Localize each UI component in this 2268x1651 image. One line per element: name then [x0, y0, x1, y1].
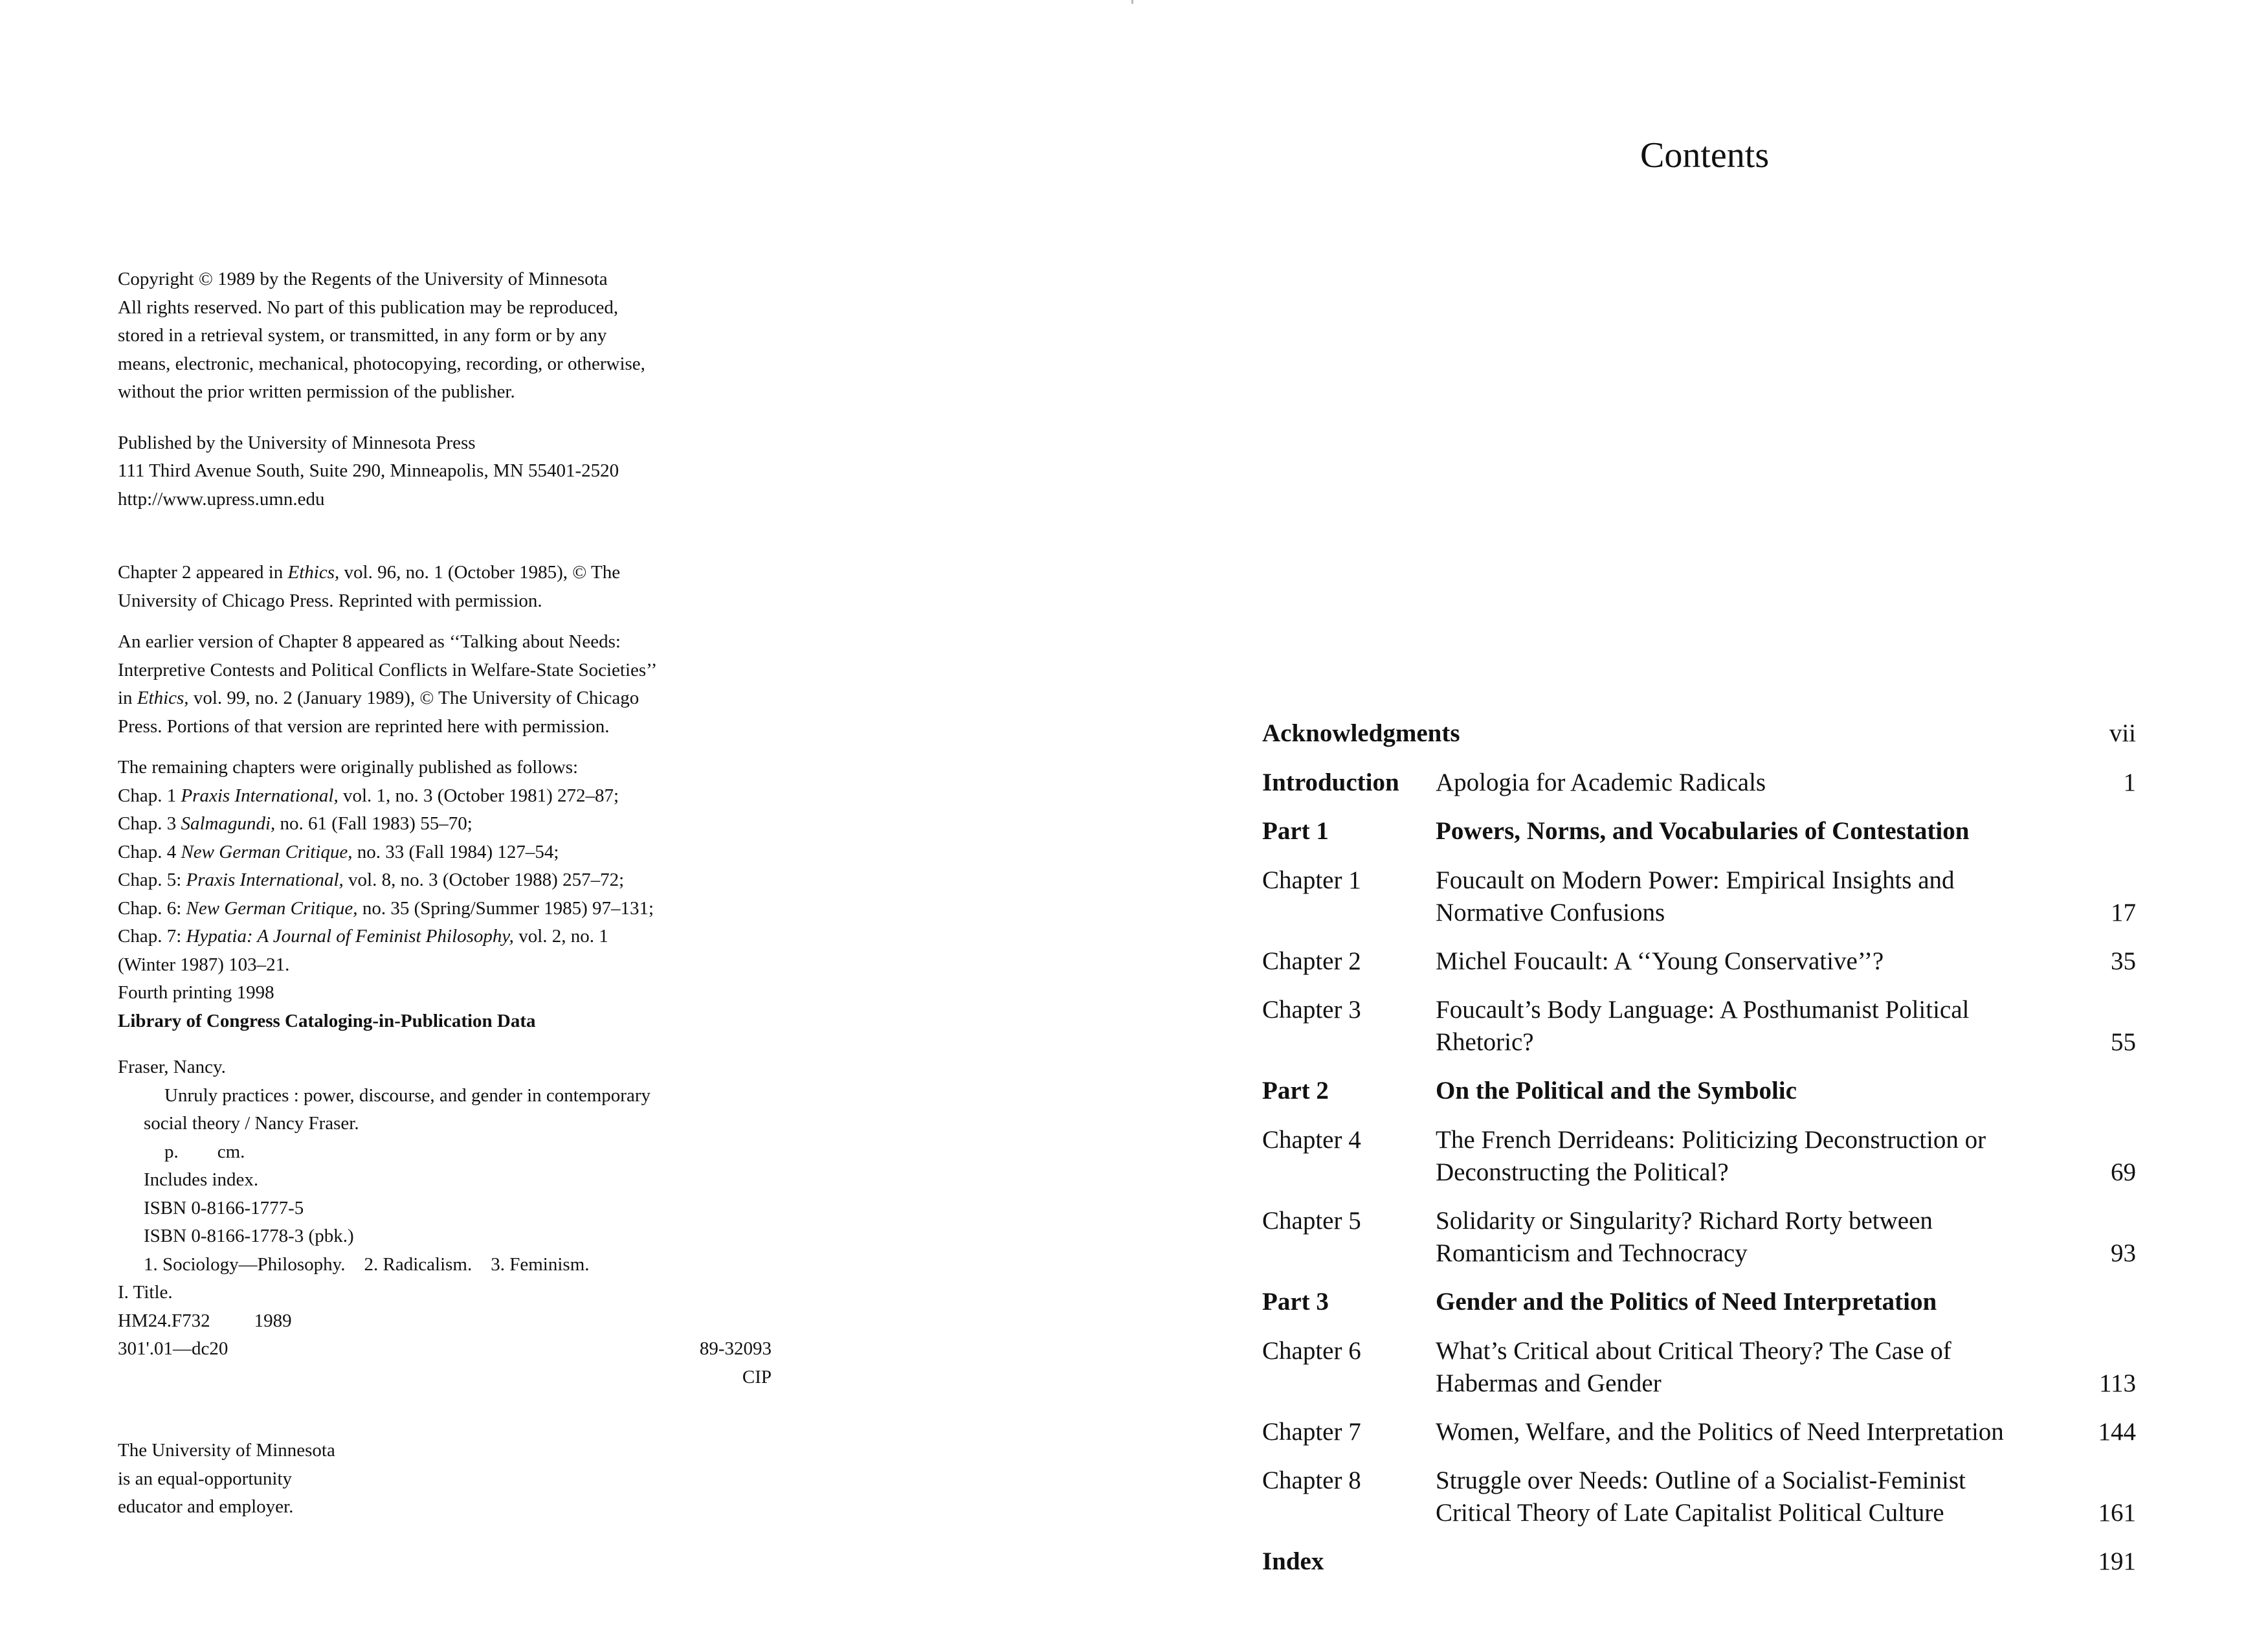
toc-entry-title-line: Apologia for Academic Radicals — [1436, 769, 1766, 796]
copyright-line: without the prior written permission of the publisher. — [118, 381, 515, 402]
toc-entry-title-line: Gender and the Politics of Need Interpretation — [1436, 1288, 1937, 1316]
copyright-line: stored in a retrieval system, or transmitted, in any form or by any — [118, 325, 607, 346]
cip-isbn: ISBN 0-8166-1778-3 (pbk.) — [144, 1226, 354, 1246]
note-text: vol. 99, no. 2 (January 1989), © The University of Chicago — [188, 688, 639, 708]
toc-entry-title-line: Women, Welfare, and the Politics of Need Interpretation — [1436, 1418, 2004, 1446]
toc-entry-page-number: 69 — [2111, 1158, 2136, 1186]
toc-entry-page-number: 191 — [2098, 1547, 2136, 1575]
toc-entry-page-number: vii — [2109, 719, 2136, 747]
toc-entry-page-number: 35 — [2111, 947, 2136, 975]
toc-entry — [1262, 1124, 2136, 1189]
toc-entry-title-line: Solidarity or Singularity? Richard Rorty between — [1436, 1207, 1933, 1235]
toc-entry-title-line: Deconstructing the Political? — [1436, 1158, 1729, 1186]
toc-entry-title — [1436, 1465, 2065, 1529]
toc-entry-title — [1436, 1075, 2065, 1107]
original-publication-list — [118, 754, 791, 1035]
toc-entry-label: Chapter 2 — [1262, 947, 1361, 975]
eeo-line: is an equal-opportunity — [118, 1468, 293, 1489]
journal-name: Hypatia: A Journal of Feminist Philosophy, — [186, 926, 514, 947]
publication-entry — [118, 810, 791, 838]
toc-entry — [1262, 945, 2136, 978]
cip-author: Fraser, Nancy. — [118, 1057, 226, 1077]
toc-entry — [1262, 767, 2136, 799]
toc-entry-title-line: Powers, Norms, and Vocabularies of Contestation — [1436, 817, 1970, 845]
copyright-text-block — [118, 265, 791, 1522]
toc-entry-title — [1436, 1416, 2065, 1448]
cip-subjects: 1. Sociology—Philosophy. 2. Radicalism. 3. Feminism. — [144, 1253, 590, 1275]
chap-ref: Chap. 5: — [118, 870, 186, 890]
cip-pagination — [118, 1138, 791, 1167]
journal-name: Praxis International, — [186, 870, 344, 890]
copyright-notice — [118, 265, 791, 407]
toc-entry-label: Introduction — [1262, 769, 1399, 796]
pub-detail: no. 33 (Fall 1984) 127–54; — [352, 841, 559, 862]
toc-entry-title-line: Foucault on Modern Power: Empirical Insights and — [1436, 866, 1955, 894]
cip-isbn: ISBN 0-8166-1777-5 — [144, 1197, 304, 1219]
toc-entry-page-number: 17 — [2111, 899, 2136, 927]
cip-p: p. — [164, 1141, 179, 1162]
chap-ref: Chap. 6: — [118, 897, 186, 919]
toc-entry-label: Chapter 4 — [1262, 1126, 1361, 1154]
toc-entry-label: Chapter 3 — [1262, 996, 1361, 1024]
publication-entry-continuation: (Winter 1987) 103–21. — [118, 954, 290, 975]
cip-dewey-row — [118, 1335, 772, 1391]
page-title: Contents — [1640, 135, 1770, 175]
cip-label: CIP — [742, 1366, 772, 1387]
cip-record — [118, 1053, 791, 1391]
toc-entry-page-number: 161 — [2098, 1499, 2136, 1527]
pub-detail: vol. 2, no. 1 — [513, 926, 608, 947]
toc-entry-title-line: What’s Critical about Critical Theory? The Case of — [1436, 1337, 1951, 1365]
chap-ref: Chap. 4 — [118, 841, 181, 862]
eeo-line: The University of Minnesota — [118, 1440, 335, 1461]
cip-title: Unruly practices : power, discourse, and gender in contemporary — [164, 1084, 650, 1106]
cip-title: social theory / Nancy Fraser. — [144, 1113, 359, 1134]
toc-entry — [1262, 1205, 2136, 1270]
cip-index-note: Includes index. — [144, 1169, 259, 1190]
toc-entry-title — [1436, 1205, 2065, 1270]
toc-entry-label: Chapter 1 — [1262, 866, 1361, 894]
publisher-address: 111 Third Avenue South, Suite 290, Minneapolis, MN 55401-2520 — [118, 460, 619, 481]
toc-entry-title-line: Normative Confusions — [1436, 899, 1665, 927]
table-of-contents — [1262, 717, 2136, 1578]
copyright-line: All rights reserved. No part of this publication may be reproduced, — [118, 297, 619, 318]
toc-entry — [1262, 1465, 2136, 1529]
publication-entry — [118, 895, 791, 923]
chapter2-permission-note — [118, 559, 791, 615]
publication-entry — [118, 782, 791, 811]
chapter8-permission-note — [118, 628, 791, 741]
journal-name: Ethics, — [137, 688, 189, 708]
journal-name: Praxis International, — [181, 785, 339, 806]
note-text: vol. 96, no. 1 (October 1985), © The — [339, 562, 621, 583]
publisher-url: http://www.upress.umn.edu — [118, 488, 325, 510]
note-text: in — [118, 688, 137, 708]
cip-cm: cm. — [217, 1141, 245, 1162]
journal-name: New German Critique, — [186, 897, 358, 919]
cip-dewey: 301'.01—dc20 — [118, 1338, 228, 1359]
toc-entry-page-number: 144 — [2098, 1418, 2136, 1446]
toc-entry-title-line: The French Derrideans: Politicizing Deconstruction or — [1436, 1126, 1986, 1154]
cip-callno: HM24.F732 — [118, 1310, 210, 1331]
pub-detail: vol. 8, no. 3 (October 1988) 257–72; — [343, 870, 625, 890]
publication-list-intro: The remaining chapters were originally published as follows: — [118, 757, 579, 778]
cip-lccn-block — [700, 1335, 772, 1391]
journal-name: Salmagundi, — [181, 813, 276, 834]
publisher-info — [118, 429, 791, 514]
toc-entry-title — [1436, 1286, 2065, 1318]
publication-entry — [118, 866, 791, 895]
cip-lccn: 89-32093 — [699, 1338, 772, 1359]
cip-title-entry: I. Title. — [118, 1282, 173, 1303]
pub-detail: no. 35 (Spring/Summer 1985) 97–131; — [357, 897, 654, 919]
toc-entry-title-line: Michel Foucault: A ‘‘Young Conservative’’? — [1436, 947, 1884, 975]
toc-entry-title-line: On the Political and the Symbolic — [1436, 1077, 1797, 1105]
toc-entry-title — [1436, 994, 2065, 1059]
toc-entry-title-line: Struggle over Needs: Outline of a Socialist-Feminist — [1436, 1466, 1966, 1494]
toc-entry-label: Chapter 5 — [1262, 1207, 1361, 1235]
chap-ref: Chap. 1 — [118, 785, 181, 806]
eeo-line: educator and employer. — [118, 1496, 294, 1517]
toc-entry — [1262, 994, 2136, 1059]
toc-entry — [1262, 815, 2136, 848]
toc-entry-label: Index — [1262, 1547, 1324, 1575]
note-line — [118, 559, 791, 587]
toc-entry-title — [1436, 1335, 2065, 1400]
toc-entry — [1262, 1416, 2136, 1448]
toc-entry-title — [1436, 864, 2065, 929]
chap-ref: Chap. 7: — [118, 926, 186, 947]
eeo-statement — [118, 1437, 791, 1522]
toc-entry-label: Acknowledgments — [1262, 719, 1460, 747]
cip-callno-row — [118, 1307, 791, 1336]
toc-entry-label: Chapter 6 — [1262, 1337, 1361, 1365]
toc-entry-title — [1436, 767, 2065, 799]
toc-entry-page-number: 1 — [2123, 769, 2136, 796]
publication-entry — [118, 838, 791, 867]
toc-entry — [1262, 1545, 2136, 1578]
chap-ref: Chap. 3 — [118, 813, 181, 834]
toc-entry-page-number: 93 — [2111, 1239, 2136, 1267]
journal-name: New German Critique, — [181, 841, 353, 862]
toc-entry-title-line: Critical Theory of Late Capitalist Political Culture — [1436, 1499, 1944, 1527]
toc-entry-title-line: Romanticism and Technocracy — [1436, 1239, 1748, 1267]
toc-entry-label: Part 2 — [1262, 1077, 1329, 1105]
publisher-line: Published by the University of Minnesota Press — [118, 432, 476, 453]
journal-name: Ethics, — [287, 562, 340, 583]
toc-entry — [1262, 864, 2136, 929]
note-line: Press. Portions of that version are reprinted here with permission. — [118, 715, 610, 737]
copyright-line: means, electronic, mechanical, photocopying, recording, or otherwise, — [118, 353, 645, 374]
toc-entry-title-line: Foucault’s Body Language: A Posthumanist Political — [1436, 996, 1970, 1024]
toc-entry-title-line: Habermas and Gender — [1436, 1369, 1662, 1397]
note-line — [118, 684, 791, 713]
gutter-mark — [1131, 0, 1133, 4]
toc-entry-label: Part 1 — [1262, 817, 1329, 845]
cip-year: 1989 — [254, 1310, 292, 1331]
toc-entry — [1262, 1335, 2136, 1400]
toc-entry-title — [1436, 1124, 2065, 1189]
toc-entry-label: Chapter 8 — [1262, 1466, 1361, 1494]
note-line: University of Chicago Press. Reprinted with permission. — [118, 590, 542, 611]
toc-entry-page-number: 55 — [2111, 1028, 2136, 1056]
toc-entry — [1262, 1286, 2136, 1318]
toc-entry — [1262, 717, 2136, 750]
pub-detail: vol. 1, no. 3 (October 1981) 272–87; — [338, 785, 619, 806]
toc-entry — [1262, 1075, 2136, 1107]
toc-entry-title — [1436, 945, 2065, 978]
pub-detail: no. 61 (Fall 1983) 55–70; — [275, 813, 472, 834]
lc-cip-heading: Library of Congress Cataloging-in-Publication Data — [118, 1010, 536, 1031]
note-line: An earlier version of Chapter 8 appeared as ‘‘Talking about Needs: — [118, 631, 621, 652]
note-text: Chapter 2 appeared in — [118, 562, 288, 583]
toc-entry-page-number: 113 — [2098, 1369, 2136, 1397]
toc-entry-title — [1436, 815, 2065, 848]
toc-entry-label: Chapter 7 — [1262, 1418, 1361, 1446]
toc-entry-label: Part 3 — [1262, 1288, 1329, 1316]
printing-note: Fourth printing 1998 — [118, 982, 274, 1003]
toc-entry-title-line: Rhetoric? — [1436, 1028, 1534, 1056]
copyright-line: Copyright © 1989 by the Regents of the University of Minnesota — [118, 269, 608, 289]
note-line: Interpretive Contests and Political Conflicts in Welfare-State Societies’’ — [118, 659, 658, 680]
publication-entry — [118, 923, 791, 951]
